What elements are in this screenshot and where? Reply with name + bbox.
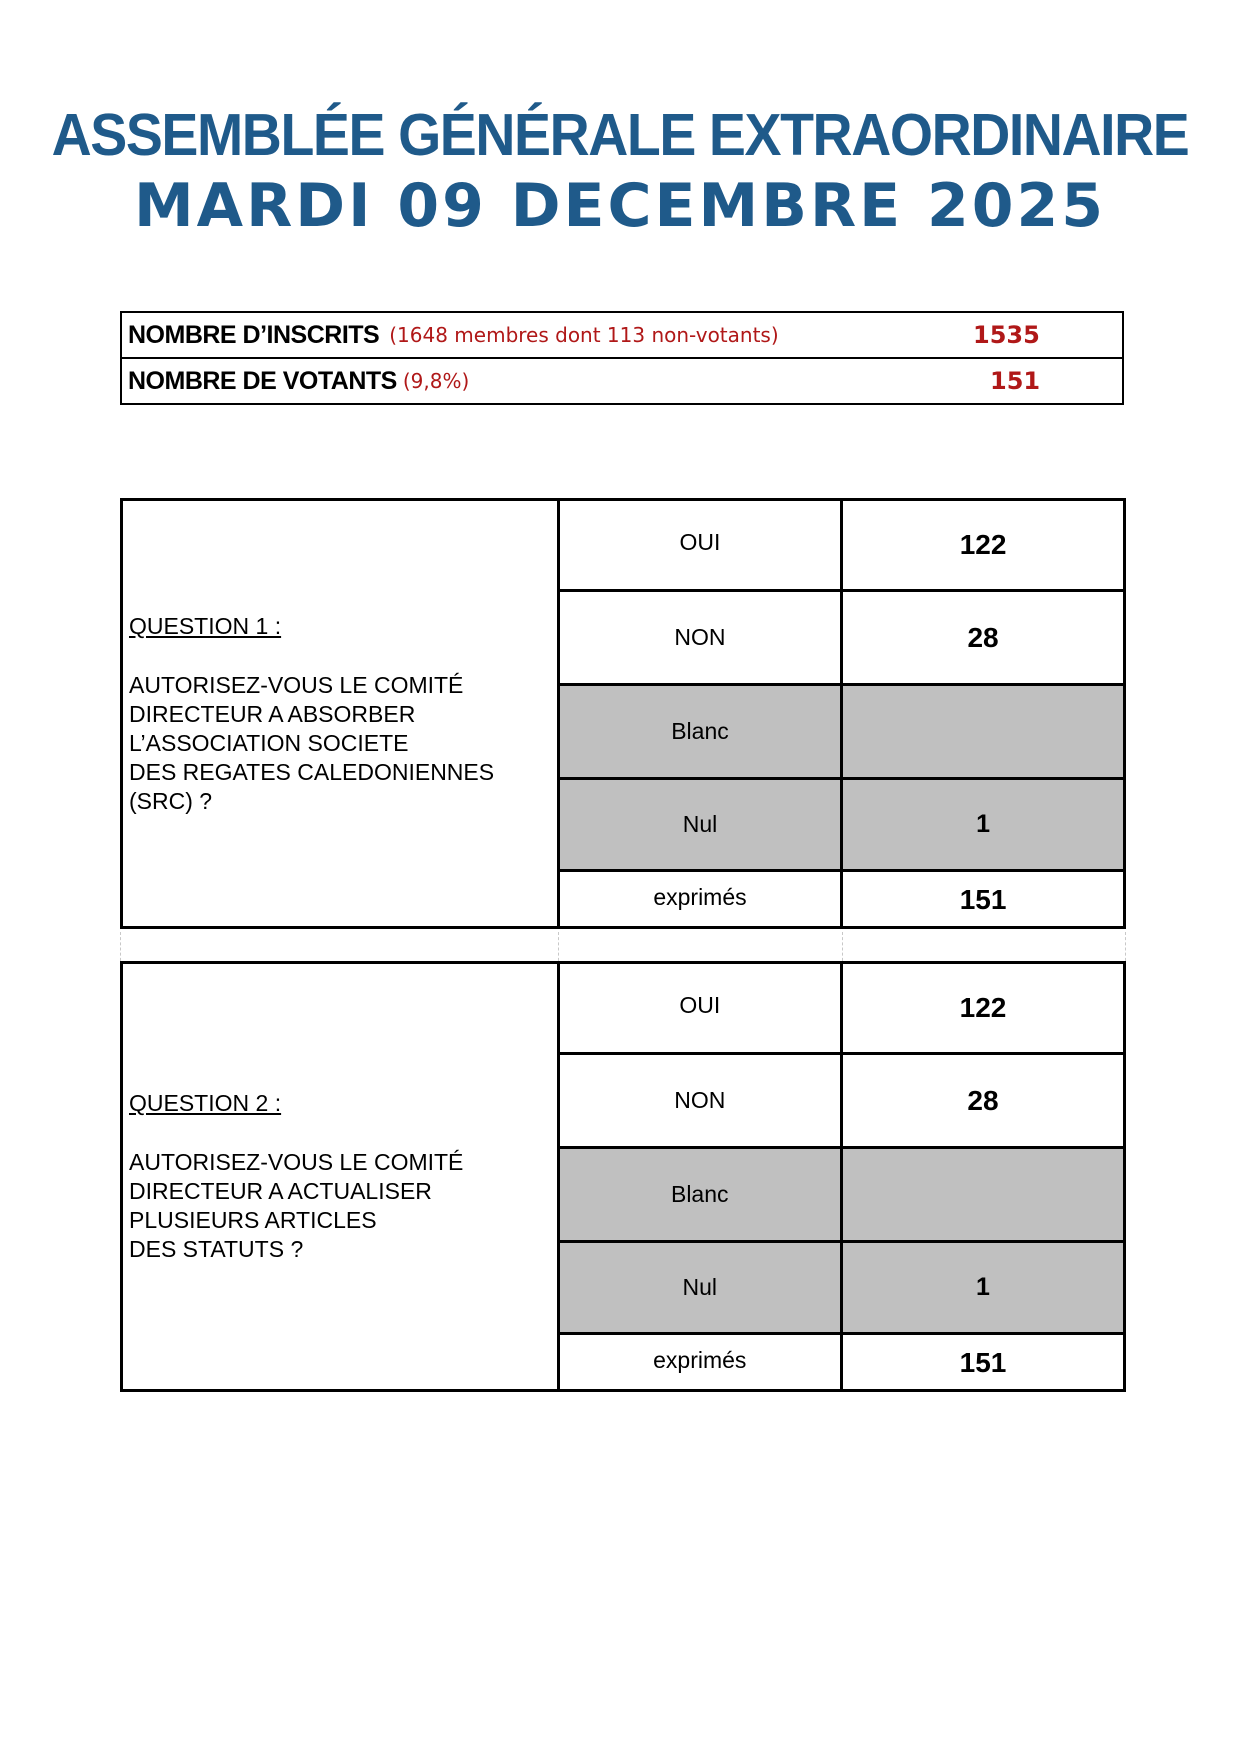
q2-oui-value: 122 [841,963,1124,1054]
inscrits-row [121,312,1123,358]
inscrits-value: 1535 [973,321,1040,349]
votants-label: NOMBRE DE VOTANTS [128,366,397,395]
question-2-text: AUTORISEZ-VOUS LE COMITÉ DIRECTEUR A ACTUALISER PLUSIEURS ARTICLES DES STATUTS ? [129,1149,464,1262]
q2-blanc-label: Blanc [558,1148,841,1242]
q1-non-value: 28 [842,591,1125,685]
q1-exprimes-label: exprimés [558,871,841,928]
q2-exprimes-label: exprimés [558,1334,841,1391]
votants-value: 151 [990,367,1041,395]
q2-exprimes-value: 151 [841,1334,1124,1391]
inscrits-note: (1648 membres dont 113 non-votants) [389,323,779,347]
q1-exprimes-value: 151 [842,871,1125,928]
question-1-text: AUTORISEZ-VOUS LE COMITÉ DIRECTEUR A ABSORBER L’ASSOCIATION SOCIETE DES REGATES CALEDONIENNES (SRC) ? [129,671,495,814]
summary-table [120,311,1124,405]
question-1-cell [122,500,559,928]
q2-oui-label: OUI [558,963,841,1054]
q1-blanc-label: Blanc [558,685,841,779]
question-2-table [120,961,1126,1392]
q2-blanc-value [841,1148,1124,1242]
document-title: ASSEMBLÉE GÉNÉRALE EXTRAORDINAIRE [51,102,1189,168]
votants-note: (9,8%) [402,369,470,393]
question-1-title: QUESTION 1 : [129,612,282,639]
q1-oui-value: 122 [842,500,1125,591]
question-2-cell [122,963,559,1391]
q2-non-value: 28 [841,1054,1124,1148]
meeting-date: MARDI 09 DECEMBRE 2025 [133,171,1107,241]
votants-row [121,358,1123,404]
inscrits-label: NOMBRE D’INSCRITS [128,320,380,349]
q1-non-label: NON [558,591,841,685]
q1-nul-label: Nul [558,779,841,871]
q2-nul-label: Nul [558,1242,841,1334]
q2-non-label: NON [558,1054,841,1148]
question-1-table [120,498,1126,929]
q1-nul-value: 1 [842,779,1125,871]
q2-nul-value: 1 [841,1242,1124,1334]
question-2-title: QUESTION 2 : [129,1090,282,1116]
q1-blanc-value [842,685,1125,779]
q1-oui-label: OUI [558,500,841,591]
